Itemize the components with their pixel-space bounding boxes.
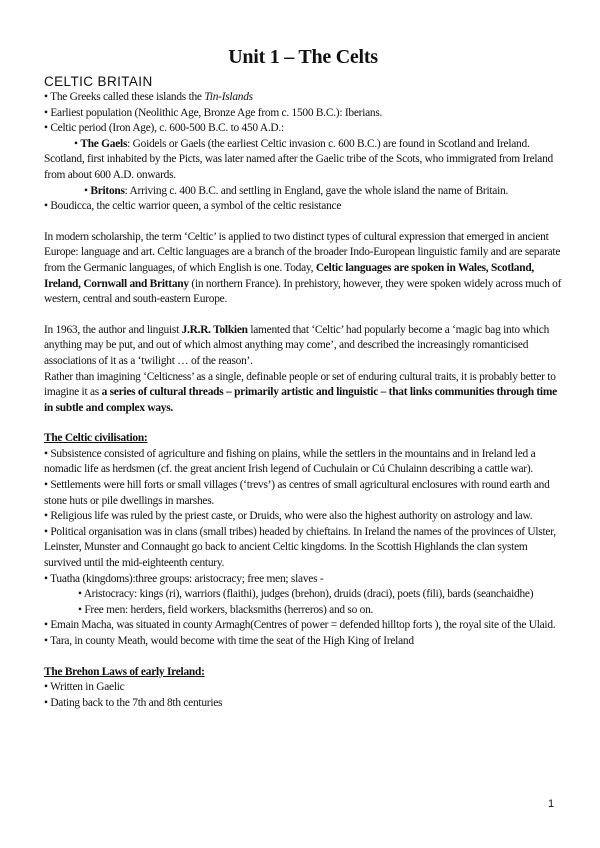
bullet-political-organisation: • Political organisation was in clans (small tribes) headed by chieftains. In Ireland the names of the provinces of Ulster, Leinster, Munster and Connaught go back to ancient Celtic kingdoms. In the Scottish Highlands the clan system survived until the mid-eighteenth century. bbox=[44, 525, 556, 570]
bullet-tara: • Tara, in county Meath, would become with time the seat of the High King of Ireland bbox=[44, 635, 414, 647]
page-title: Unit 1 – The Celts bbox=[228, 46, 378, 68]
paragraph-modern-scholarship: In modern scholarship, the term ‘Celtic’ is applied to two distinct types of cultural expression that emerged in ancient Europe: language and art. Celtic languages are a branch of the broader Indo-European linguistic family and are separate from the Germanic languages, of which English is one. Today, Celtic languages are spoken in Wales, Scotland, Ireland, Cornwall and Brittany (in northern France). In prehistory, however, they were spoken widely across much of western, central and south-eastern Europe. bbox=[44, 230, 562, 306]
cultural-threads-highlight: a series of cultural threads – primarily artistic and linguistic – that links communities through time in subtle and complex ways. bbox=[44, 386, 557, 414]
section-heading-celtic-britain: CELTIC BRITAIN bbox=[44, 74, 153, 89]
britons-term: Britons bbox=[90, 184, 125, 197]
bullet-subsistence: • Subsistence consisted of agriculture and fishing on plains, while the settlers in the mountains and in Ireland led a nomadic life as herdsmen (cf. the great ancient Irish legend of Cuchulain or Cú Chulainn describing a cattle war). bbox=[44, 447, 536, 476]
bullet-tin-islands: • The Greeks called these islands the Tin-Islands bbox=[44, 91, 253, 103]
tolkien-name: J.R.R. Tolkien bbox=[181, 323, 248, 336]
spacer bbox=[44, 650, 562, 665]
paragraph-celticness: Rather than imagining ‘Celticness’ as a single, definable people or set of enduring cultural traits, it is probably better to imagine it as a series of cultural threads – primarily artistic and linguistic – that links communities through time in subtle and complex ways. bbox=[44, 370, 557, 414]
page-number: 1 bbox=[548, 798, 555, 810]
celtic-languages-highlight: Celtic languages are spoken in Wales, Scotland, Ireland, Cornwall and Brittany bbox=[44, 261, 535, 290]
page-content bbox=[44, 44, 562, 711]
sub-bullet-free-men: • Free men: herders, field workers, blacksmiths (herreros) and so on. bbox=[78, 603, 374, 616]
sub-bullet-aristocracy: • Aristocracy: kings (ri), warriors (flaithi), judges (brehon), druids (draci), poets (fili), bards (seanchaidhe) bbox=[78, 588, 534, 601]
spacer bbox=[44, 308, 562, 323]
bullet-religious-life: • Religious life was ruled by the priest caste, or Druids, who were also the highest authority on astrology and law. bbox=[44, 510, 533, 523]
gaels-term: The Gaels bbox=[80, 137, 128, 150]
bullet-written-in-gaelic: • Written in Gaelic bbox=[44, 681, 125, 694]
bullet-dating-back: • Dating back to the 7th and 8th centuries bbox=[44, 696, 223, 709]
bullet-emain-macha: • Emain Macha, was situated in county Armagh(Centres of power = defended hilltop forts ), the royal site of the Ulaid. bbox=[44, 619, 556, 632]
spacer bbox=[44, 215, 562, 230]
bullet-tuatha: • Tuatha (kingdoms):three groups: aristocracy; free men; slaves - bbox=[44, 572, 324, 585]
bullet-celtic-period: • Celtic period (Iron Age), c. 600-500 B.C. to 450 A.D.: bbox=[44, 122, 284, 135]
bullet-britons: • Britons: Arriving c. 400 B.C. and settling in England, gave the whole island the name of Britain. bbox=[84, 184, 509, 197]
bullet-gaels: • The Gaels: Goidels or Gaels (the earliest Celtic invasion c. 600 B.C.) are found in Scotland and Ireland. Scotland, first inhabited by the Picts, was later named after the Gaelic tribe of the Scots, who immigrated from Ireland from about 600 A.D. onwards. bbox=[44, 137, 553, 181]
paragraph-tolkien: In 1963, the author and linguist J.R.R. Tolkien lamented that ‘Celtic’ had popularly become a ‘magic bag into which anything may be put, and out of which almost anything may come’, and described the increasingly romanticised associations of it as a ‘twilight … of the reason’. bbox=[44, 323, 550, 367]
subheading-celtic-civilisation: The Celtic civilisation: bbox=[44, 432, 148, 445]
tin-islands-term: Tin-Islands bbox=[204, 91, 253, 103]
bullet-boudicca: • Boudicca, the celtic warrior queen, a symbol of the celtic resistance bbox=[44, 200, 342, 213]
spacer bbox=[44, 416, 562, 431]
subheading-brehon-laws: The Brehon Laws of early Ireland: bbox=[44, 665, 205, 678]
bullet-earliest-population: • Earliest population (Neolithic Age, Bronze Age from c. 1500 B.C.): Iberians. bbox=[44, 106, 383, 119]
bullet-settlements: • Settlements were hill forts or small villages (‘trevs’) as centres of small agricultural enclosures with round earth and stone huts or pile dwellings in marshes. bbox=[44, 479, 550, 507]
